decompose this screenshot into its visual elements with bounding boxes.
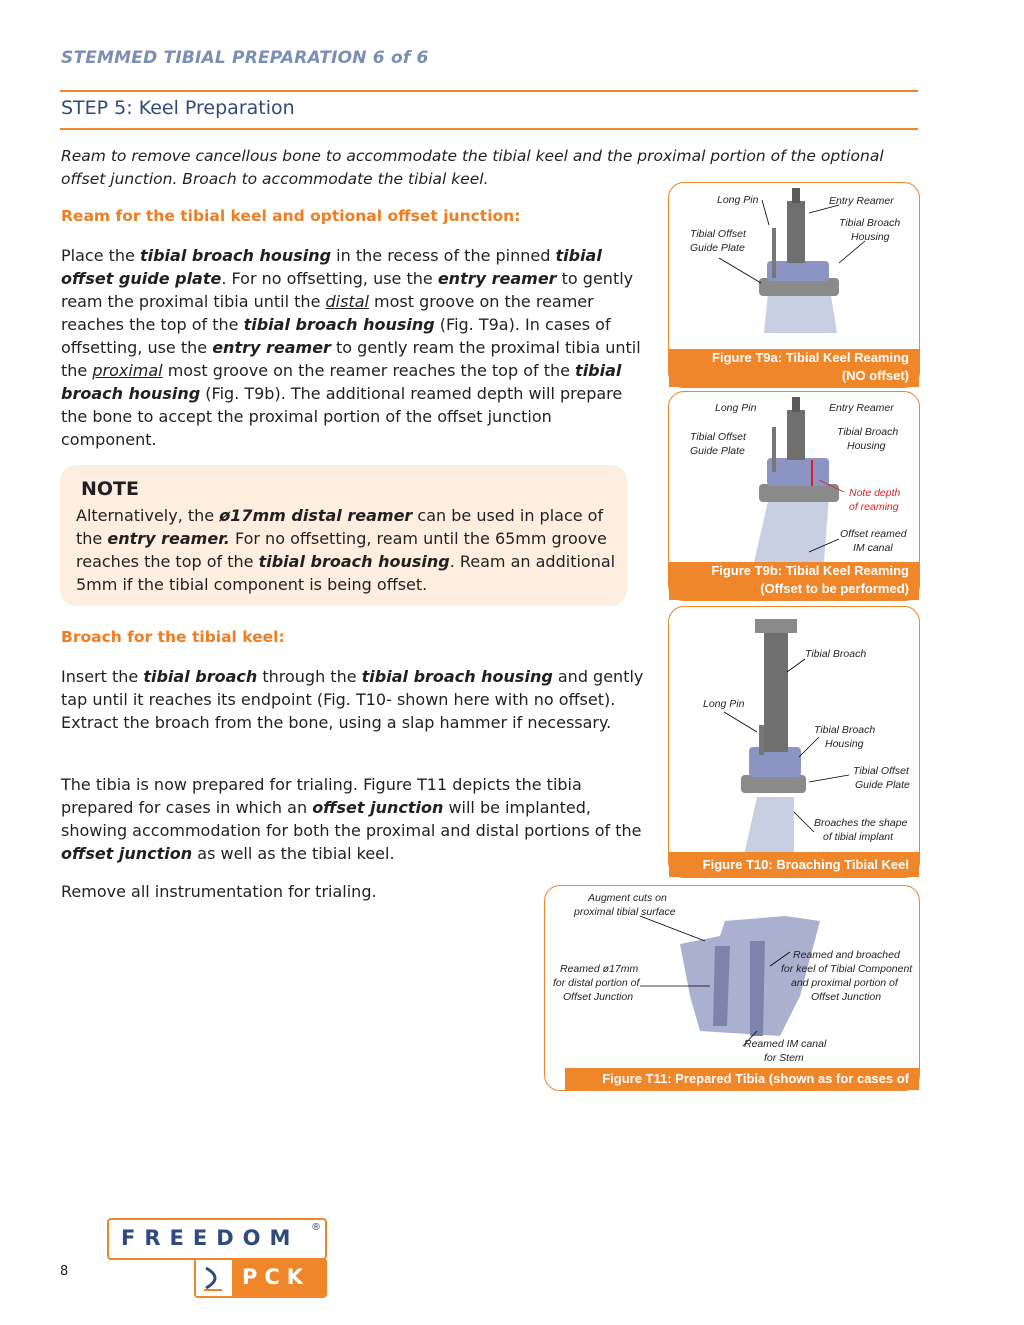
ream-paragraph: Place the tibial broach housing in the recess of the pinned tibial offset guide plate. For no offsetting, use the entry reamer to gently ream the proximal tibia until the distal most groove on the reamer reaches the top of the tibial broach housing (Fig. T9a). In cases of offsetting, use the entry reamer to gently ream the proximal tibia until the proximal most groove on the reamer reaches the top of the tibial broach housing (Fig. T9b). The additional reamed depth will prepare the bone to accept the proximal portion of the offset junction component. bbox=[61, 246, 641, 449]
broach-paragraph-3: Remove all instrumentation for trialing. bbox=[61, 882, 377, 901]
t9b-label-guide-plate: Guide Plate bbox=[690, 445, 745, 457]
t9b-label-long-pin: Long Pin bbox=[715, 402, 757, 414]
note-body: Alternatively, the ø17mm distal reamer can be used in place of the entry reamer. For no offsetting, ream until the 65mm groove reaches the top of the tibial broach housing. Ream an additional 5mm if the tibial component is being offset. bbox=[76, 506, 616, 594]
t9a-label-long-pin: Long Pin bbox=[717, 194, 759, 206]
t11-label-augment: Augment cuts on bbox=[588, 892, 667, 904]
t9b-label-entry-reamer: Entry Reamer bbox=[829, 402, 894, 414]
figure-t9a bbox=[668, 182, 920, 388]
note-title: NOTE bbox=[81, 478, 139, 500]
t10-label-long-pin: Long Pin bbox=[703, 698, 745, 710]
broach-paragraph-2: The tibia is now prepared for trialing. Figure T11 depicts the tibia prepared for cases in which an offset junction will be implanted, showing accommodation for both the proximal and distal portions of the offset junction as well as the tibial keel. bbox=[61, 775, 642, 863]
t11-label-offset-junction-right: Offset Junction bbox=[811, 991, 882, 1003]
t9a-label-housing: Housing bbox=[851, 231, 890, 243]
header-rule-top bbox=[60, 90, 918, 92]
running-header: STEMMED TIBIAL PREPARATION 6 of 6 bbox=[61, 48, 429, 68]
t11-label-proximal-portion: and proximal portion of bbox=[791, 977, 898, 989]
intro-paragraph: Ream to remove cancellous bone to accommodate the tibial keel and the proximal portion of the optional offset junction. Broach to accommodate the tibial keel. bbox=[61, 147, 884, 188]
figure-t9b bbox=[668, 391, 920, 601]
t9b-label-housing: Housing bbox=[847, 440, 886, 452]
t10-caption: Figure T10: Broaching Tibial Keel bbox=[669, 852, 919, 877]
step-title: STEP 5: Keel Preparation bbox=[61, 97, 295, 119]
figure-t9a-illustration bbox=[669, 183, 919, 353]
figure-t11 bbox=[544, 885, 920, 1108]
page-number: 8 bbox=[60, 1264, 69, 1279]
figure-t10 bbox=[668, 606, 920, 878]
t9a-label-entry-reamer: Entry Reamer bbox=[829, 195, 894, 207]
t11-label-reamed-im: Reamed IM canal bbox=[744, 1038, 827, 1050]
logo-swoosh-icon bbox=[196, 1260, 234, 1296]
t10-label-tibial-implant: of tibial implant bbox=[823, 831, 894, 843]
t9a-label-guide-plate: Guide Plate bbox=[690, 242, 745, 254]
logo-pck: PCK bbox=[194, 1258, 327, 1298]
t10-label-guide-plate: Guide Plate bbox=[855, 779, 910, 791]
t9b-label-offset: Tibial Offset bbox=[690, 431, 746, 443]
t11-label-reamed-broached: Reamed and broached bbox=[793, 949, 900, 961]
t10-label-broaches-shape: Broaches the shape bbox=[814, 817, 908, 829]
logo-freedom: FREEDOM ® bbox=[107, 1218, 327, 1260]
t9b-label-note-depth: Note depth bbox=[849, 487, 901, 499]
t11-label-proximal-surface: proximal tibial surface bbox=[574, 906, 676, 918]
t11-label-offset-junction-left: Offset Junction bbox=[563, 991, 634, 1003]
t10-label-tibial-broach: Tibial Broach bbox=[805, 648, 867, 660]
t9a-label-broach: Tibial Broach bbox=[839, 217, 901, 229]
header-rule-bottom bbox=[60, 128, 918, 130]
t9b-label-broach: Tibial Broach bbox=[837, 426, 899, 438]
t9b-label-im-canal: IM canal bbox=[853, 542, 893, 554]
t10-label-offset: Tibial Offset bbox=[853, 765, 909, 777]
t9a-caption: Figure T9a: Tibial Keel Reaming (NO offset) bbox=[669, 349, 919, 387]
t9a-label-offset: Tibial Offset bbox=[690, 228, 746, 240]
t11-label-distal-portion: for distal portion of bbox=[553, 977, 640, 989]
broach-heading: Broach for the tibial keel: bbox=[61, 628, 285, 646]
t9b-caption: Figure T9b: Tibial Keel Reaming (Offset to be performed) bbox=[669, 562, 919, 600]
t11-caption: Figure T11: Prepared Tibia (shown as for cases of offset) bbox=[565, 1068, 919, 1090]
t11-label-reamed-17: Reamed ø17mm bbox=[560, 963, 639, 975]
broach-paragraph-1: Insert the tibial broach through the tibial broach housing and gently tap until it reaches its endpoint (Fig. T10- shown here with no offset). Extract the broach from the bone, using a slap hammer if necessary. bbox=[61, 667, 644, 732]
t9b-label-of-reaming: of reaming bbox=[849, 501, 899, 513]
t9b-label-offset-reamed: Offset reamed bbox=[840, 528, 907, 540]
t11-label-keel: for keel of Tibial Component bbox=[781, 963, 913, 975]
ream-heading: Ream for the tibial keel and optional offset junction: bbox=[61, 207, 521, 225]
t10-label-housing: Housing bbox=[825, 738, 864, 750]
t11-label-for-stem: for Stem bbox=[764, 1052, 804, 1064]
t10-label-broach: Tibial Broach bbox=[814, 724, 876, 736]
